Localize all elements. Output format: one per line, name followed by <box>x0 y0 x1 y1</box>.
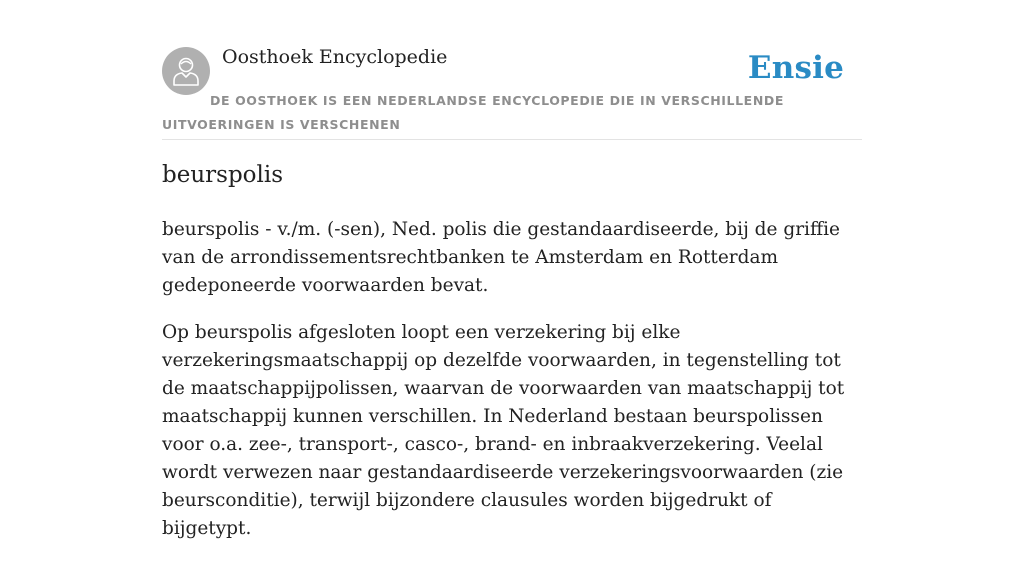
author-avatar[interactable] <box>162 47 210 95</box>
ensie-logo[interactable]: Ensie <box>747 50 844 86</box>
user-icon <box>171 55 201 87</box>
article-body <box>162 216 862 562</box>
article-title: beurspolis <box>162 162 284 188</box>
author-description: DE OOSTHOEK IS EEN NEDERLANDSE ENCYCLOPEDIE DIE IN VERSCHILLENDE UITVOERINGEN IS VERSCHENEN <box>162 93 784 132</box>
article-paragraph: beurspolis - v./m. (-sen), Ned. polis die gestandaardiseerde, bij de griffie van de arrondissementsrechtbanken te Amsterdam en Rotterdam gedeponeerde voorwaarden bevat. <box>162 219 840 296</box>
author-name[interactable]: Oosthoek Encyclopedie <box>222 46 448 68</box>
page-container <box>162 0 862 539</box>
author-header <box>162 0 862 140</box>
article-paragraph: Op beurspolis afgesloten loopt een verzekering bij elke verzekeringsmaatschappij op dezelfde voorwaarden, in tegenstelling tot de maatschappijpolissen, waarvan de voorwaarden van maatschappij tot maatschappij kunnen verschillen. In Nederland bestaan beurspolissen voor o.a. zee-, transport-, casco-, brand- en inbraakverzekering. Veelal wordt verwezen naar gestandaardiseerde verzekeringsvoorwaarden (zie beursconditie), terwijl bijzondere clausules worden bijgedrukt of bijgetypt. <box>162 322 845 539</box>
